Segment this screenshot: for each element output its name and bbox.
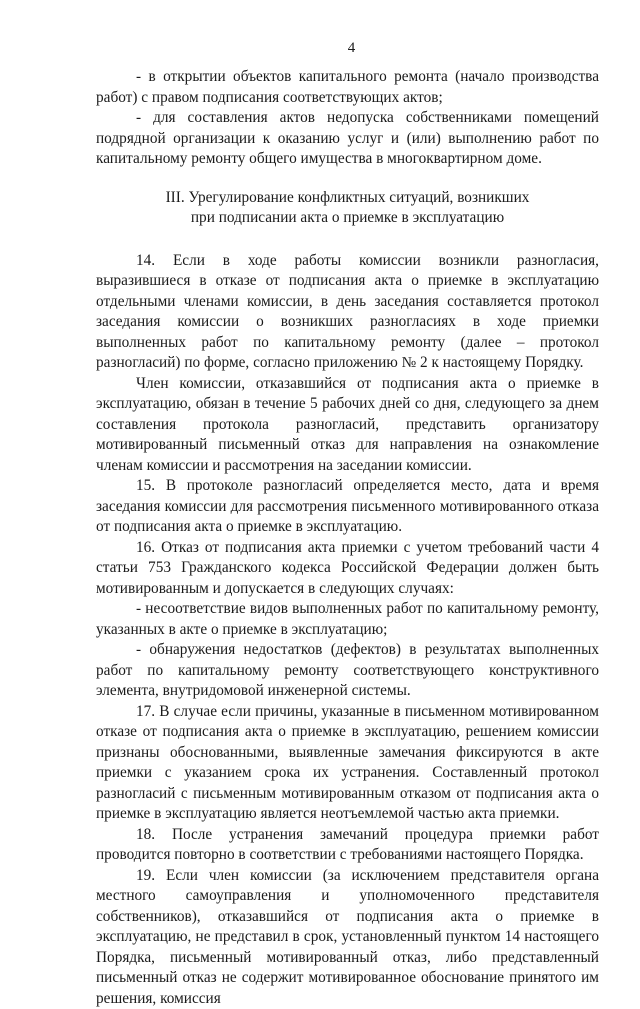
clause-14: 14. Если в ходе работы комиссии возникли разногласия, выразившиеся в отказе от подписания акта о приемке в эксплуатацию отдельными членами комиссии, в день заседания составляется протокол заседания комиссии о возникших разногласиях в ходе приемки выполненных работ по капитальному ремонту (далее – протокол разногласий) по форме, согласно приложению № 2 к настоящему Порядку. [96,251,599,374]
clause-16-case-defects: - обнаружения недостатков (дефектов) в результатах выполненных работ по капитальному ремонту соответствующего конструктивного элемента, внутридомовой инженерной системы. [96,640,599,702]
clause-14-member-obligation: Член комиссии, отказавшийся от подписания акта о приемке в эксплуатацию, обязан в течение 5 рабочих дней со дня, следующего за днем составления протокола разногласий, представить организатору мотивированный письменный отказ для направления на ознакомление членам комиссии и рассмотрения на заседании комиссии. [96,374,599,477]
section-heading-line-1: III. Урегулирование конфликтных ситуаций, возникших [96,188,599,209]
list-item-opening-objects: - в открытии объектов капитального ремонта (начало производства работ) с правом подписания соответствующих актов; [96,67,599,108]
clause-18: 18. После устранения замечаний процедура приемки работ проводится повторно в соответствии с требованиями настоящего Порядка. [96,825,599,866]
clause-16: 16. Отказ от подписания акта приемки с учетом требований части 4 статьи 753 Гражданского кодекса Российской Федерации должен быть мотивированным и допускается в следующих случаях: [96,538,599,600]
clause-16-case-mismatch: - несоответствие видов выполненных работ по капитальному ремонту, указанных в акте о приемке в эксплуатацию; [96,599,599,640]
list-item-non-admission-acts: - для составления актов недопуска собственниками помещений подрядной организации к оказанию услуг и (или) выполнению работ по капитальному ремонту общего имущества в многоквартирном доме. [96,108,599,170]
document-page [96,38,599,1009]
section-heading [96,188,599,229]
clause-19: 19. Если член комиссии (за исключением представителя органа местного самоуправления и уполномоченного представителя собственников), отказавшийся от подписания акта о приемке в эксплуатацию, не представил в срок, установленный пунктом 14 настоящего Порядка, письменный мотивированный отказ, либо представленный письменный отказ не содержит мотивированное обоснование принятого им решения, комиссия [96,866,599,1009]
clause-15: 15. В протоколе разногласий определяется место, дата и время заседания комиссии для рассмотрения письменного мотивированного отказа от подписания акта о приемке в эксплуатацию. [96,476,599,538]
page-number: 4 [96,38,599,58]
clause-17: 17. В случае если причины, указанные в письменном мотивированном отказе от подписания акта о приемке в эксплуатацию, решением комиссии признаны обоснованными, выявленные замечания фиксируются в акте приемки с указанием срока их устранения. Составленный протокол разногласий с письменным мотивированным отказом от подписания акта о приемке в эксплуатацию является неотъемлемой частью акта приемки. [96,702,599,825]
section-heading-line-2: при подписании акта о приемке в эксплуатацию [96,208,599,229]
